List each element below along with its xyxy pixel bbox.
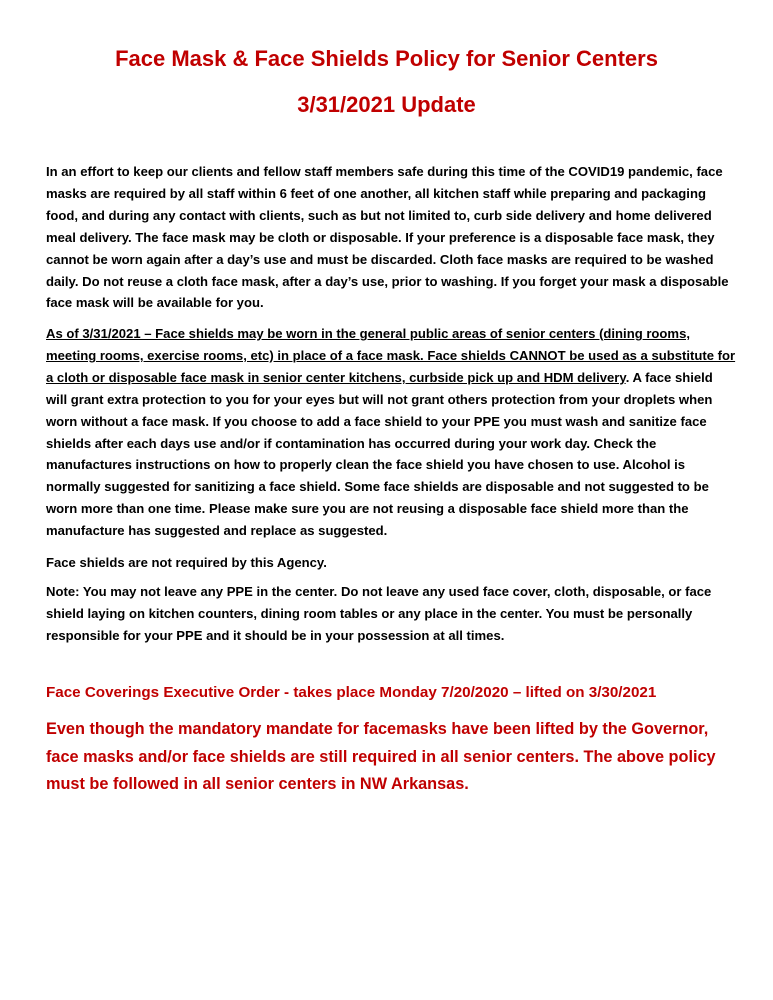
executive-order-notice: Even though the mandatory mandate for facemasks have been lifted by the Governor, face masks and/or face shields are still required in all senior centers. The above policy must be followed in all senior centers in NW Arkansas.: [46, 720, 716, 793]
document-title: Face Mask & Face Shields Policy for Senior Centers: [115, 46, 658, 71]
face-shield-policy-paragraph: [46, 323, 736, 542]
face-shield-guidance-text: . A face shield will grant extra protection to you for your eyes but will not grant others protection from your droplets when worn without a face mask. If you choose to add a face shield to your PPE you must wash and sanitize face shields after each days use and/or if contamination has occurred during your work day. Check the manufactures instructions on how to properly clean the face shield you have chosen to use. Alcohol is normally suggested for sanitizing a face shield. Some face shields are disposable and not suggested to be worn more than one time. Please make sure you are not reusing a disposable face shield more than the manufacture has suggested and replace as suggested.: [46, 369, 713, 539]
ppe-storage-note: Note: You may not leave any PPE in the center. Do not leave any used face cover, cloth, disposable, or face shield laying on kitchen counters, dining room tables or any place in the center. You must be personally responsible for your PPE and it should be in your possession at all times.: [46, 584, 712, 643]
executive-order-heading: Face Coverings Executive Order - takes place Monday 7/20/2020 – lifted on 3/30/2021: [46, 684, 657, 701]
face-mask-policy-paragraph: In an effort to keep our clients and fellow staff members safe during this time of the COVID19 pandemic, face masks are required by all staff within 6 feet of one another, all kitchen staff while preparing and packaging food, and during any contact with clients, such as but not limited to, curb side delivery and home delivered meal delivery. The face mask may be cloth or disposable. If your preference is a disposable face mask, they cannot be worn again after a day’s use and must be discarded. Cloth face masks are required to be washed daily. Do not reuse a cloth face mask, after a day’s use, prior to washing. If you forget your mask a disposable face mask will be available for you.: [46, 164, 729, 311]
face-shield-update-underlined-text: As of 3/31/2021 – Face shields may be worn in the general public areas of senior centers (dining rooms, meeting rooms, exercise rooms, etc) in place of a face mask. Face shields CANNOT be used as a substitute for a cloth or disposable face mask in senior center kitchens, curbside pick up and HDM delivery: [46, 326, 736, 385]
document-subtitle-date: 3/31/2021 Update: [297, 92, 476, 117]
agency-requirement-note: Face shields are not required by this Agency.: [46, 555, 327, 570]
